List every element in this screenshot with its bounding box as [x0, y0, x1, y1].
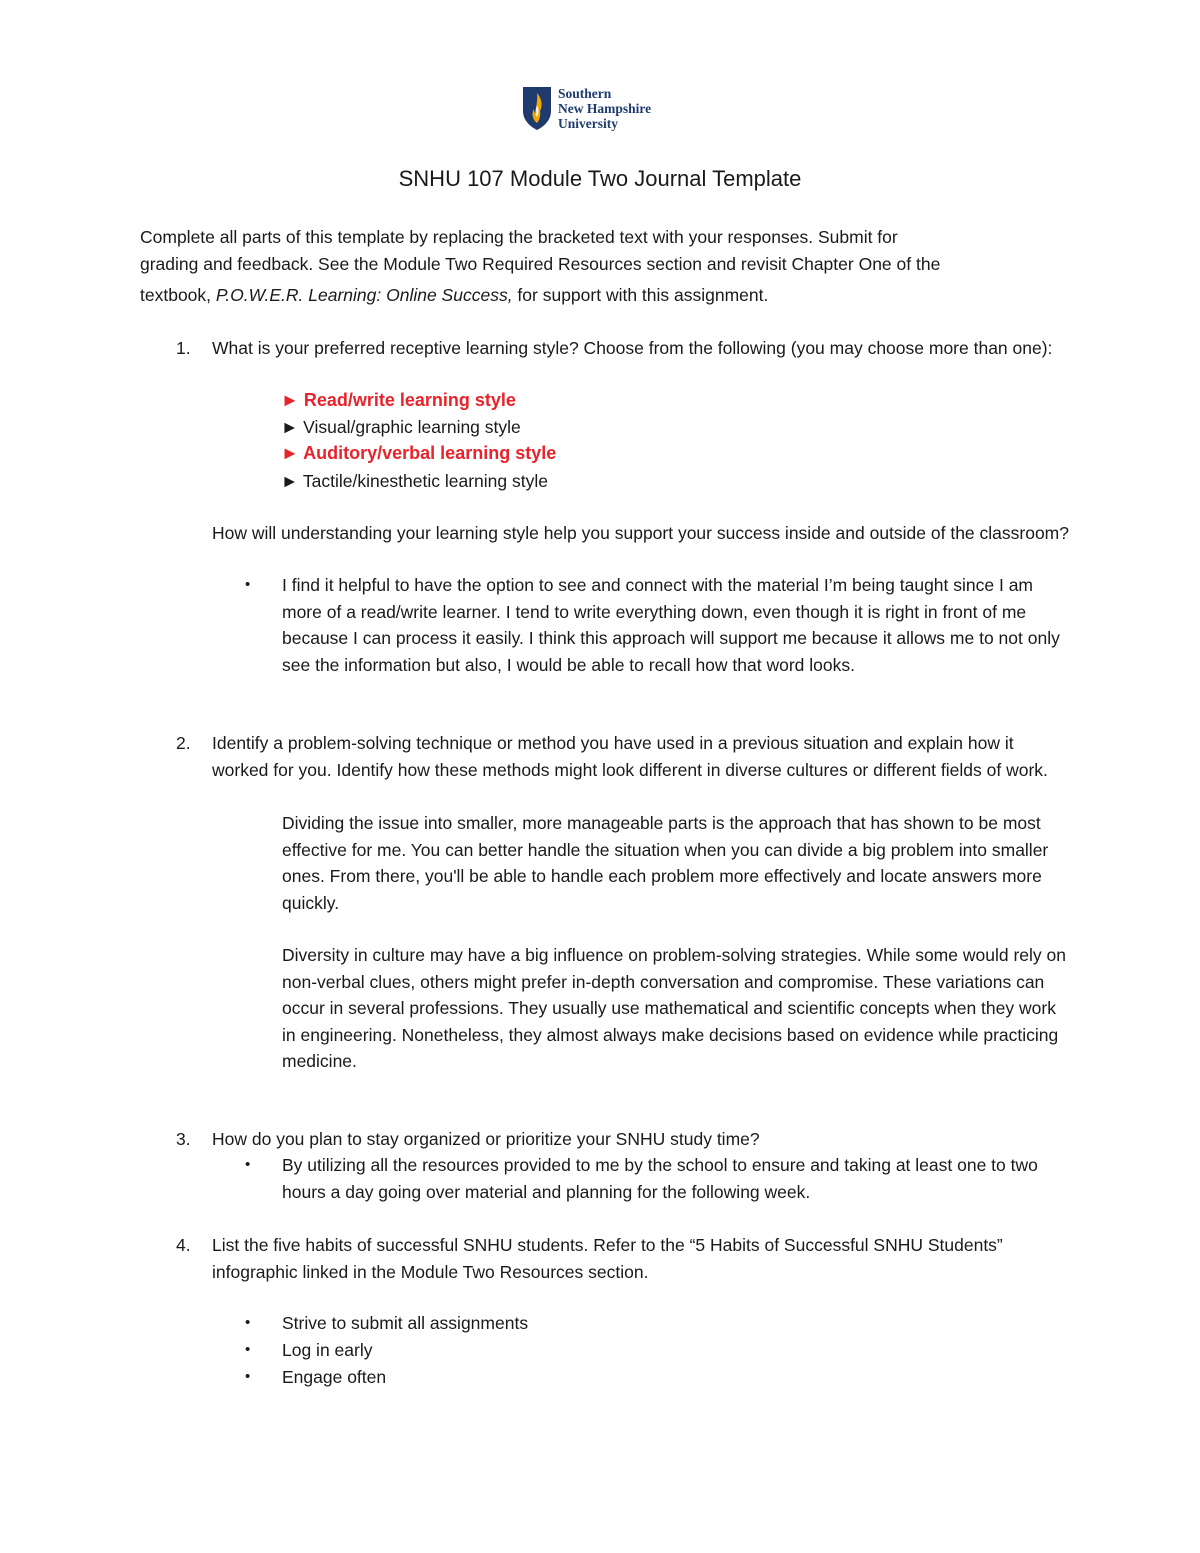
question-2-answer-paragraph-1: Dividing the issue into smaller, more manageable parts is the approach that has shown to be most effective for me. You can better handle the situation when you can divide a big problem into smaller ones. From there, you'll be able to handle each problem more effectively and locate answers more quickly.	[282, 813, 1049, 913]
intro-line: Complete all parts of this template by replacing the bracketed text with your responses. Submit for	[140, 227, 898, 247]
intro-paragraph	[140, 224, 1080, 309]
question-number: 3.	[176, 1129, 191, 1149]
logo-line: Southern	[558, 85, 612, 101]
habit-item: Engage often	[282, 1367, 387, 1387]
logo-wordmark	[558, 86, 651, 131]
bullet: •	[245, 1314, 251, 1331]
intro-line: grading and feedback. See the Module Two Required Resources section and revisit Chapter One of the	[140, 253, 941, 274]
intro-line	[140, 282, 1080, 309]
bullet: •	[245, 1341, 251, 1358]
intro-text: for support with this assignment.	[512, 285, 769, 305]
question-1-text: What is your preferred receptive learning style? Choose from the following (you may choose more than one):	[212, 338, 1053, 358]
question-2-answer-paragraph-2: Diversity in culture may have a big influence on problem-solving strategies. While some would rely on non-verbal clues, others might prefer in-depth conversation and compromise. These variations can occur in several professions. They usually use mathematical and scientific concepts when they work in engineering. Nonetheless, they almost always make decisions based on evidence while practicing medicine.	[282, 945, 1066, 1071]
option-read-write: ► Read/write learning style	[281, 390, 516, 410]
textbook-title: P.O.W.E.R. Learning: Online Success,	[215, 285, 513, 305]
option-tactile-kinesthetic: ► Tactile/kinesthetic learning style	[281, 471, 548, 491]
page-title: SNHU 107 Module Two Journal Template	[398, 166, 802, 191]
bullet: •	[245, 1368, 251, 1385]
option-auditory-verbal: ► Auditory/verbal learning style	[281, 443, 557, 463]
snhu-logo	[522, 84, 651, 132]
question-number: 2.	[176, 733, 191, 753]
question-number: 1.	[176, 338, 191, 358]
intro-text: textbook,	[140, 285, 216, 305]
question-number: 4.	[176, 1235, 191, 1255]
habit-item: Strive to submit all assignments	[282, 1313, 529, 1333]
question-1-answer: I find it helpful to have the option to see and connect with the material I’m being taught since I am more of a read/write learner. I tend to write everything down, even though it is right in front of me because I can process it easily. I think this approach will support me because it allows me to not only see the information but also, I would be able to recall how that word looks.	[282, 575, 1060, 675]
question-3-answer: By utilizing all the resources provided to me by the school to ensure and taking at least one to two hours a day going over material and planning for the following week.	[282, 1155, 1038, 1202]
shield-flame-icon	[522, 85, 552, 131]
question-3-text: How do you plan to stay organized or prioritize your SNHU study time?	[212, 1129, 760, 1149]
question-4-text: List the five habits of successful SNHU students. Refer to the “5 Habits of Successful SNHU Students” infographic linked in the Module Two Resources section.	[212, 1235, 1003, 1282]
question-2-text: Identify a problem-solving technique or method you have used in a previous situation and explain how it worked for you. Identify how these methods might look different in diverse cultures or different fields of work.	[212, 733, 1048, 780]
bullet: •	[245, 576, 251, 593]
logo-line: New Hampshire	[558, 100, 652, 116]
bullet: •	[245, 1156, 251, 1173]
question-1-followup: How will understanding your learning style help you support your success inside and outside of the classroom?	[212, 523, 1069, 543]
logo-line: University	[558, 115, 618, 131]
habit-item: Log in early	[282, 1340, 373, 1360]
option-visual-graphic: ► Visual/graphic learning style	[281, 417, 521, 437]
